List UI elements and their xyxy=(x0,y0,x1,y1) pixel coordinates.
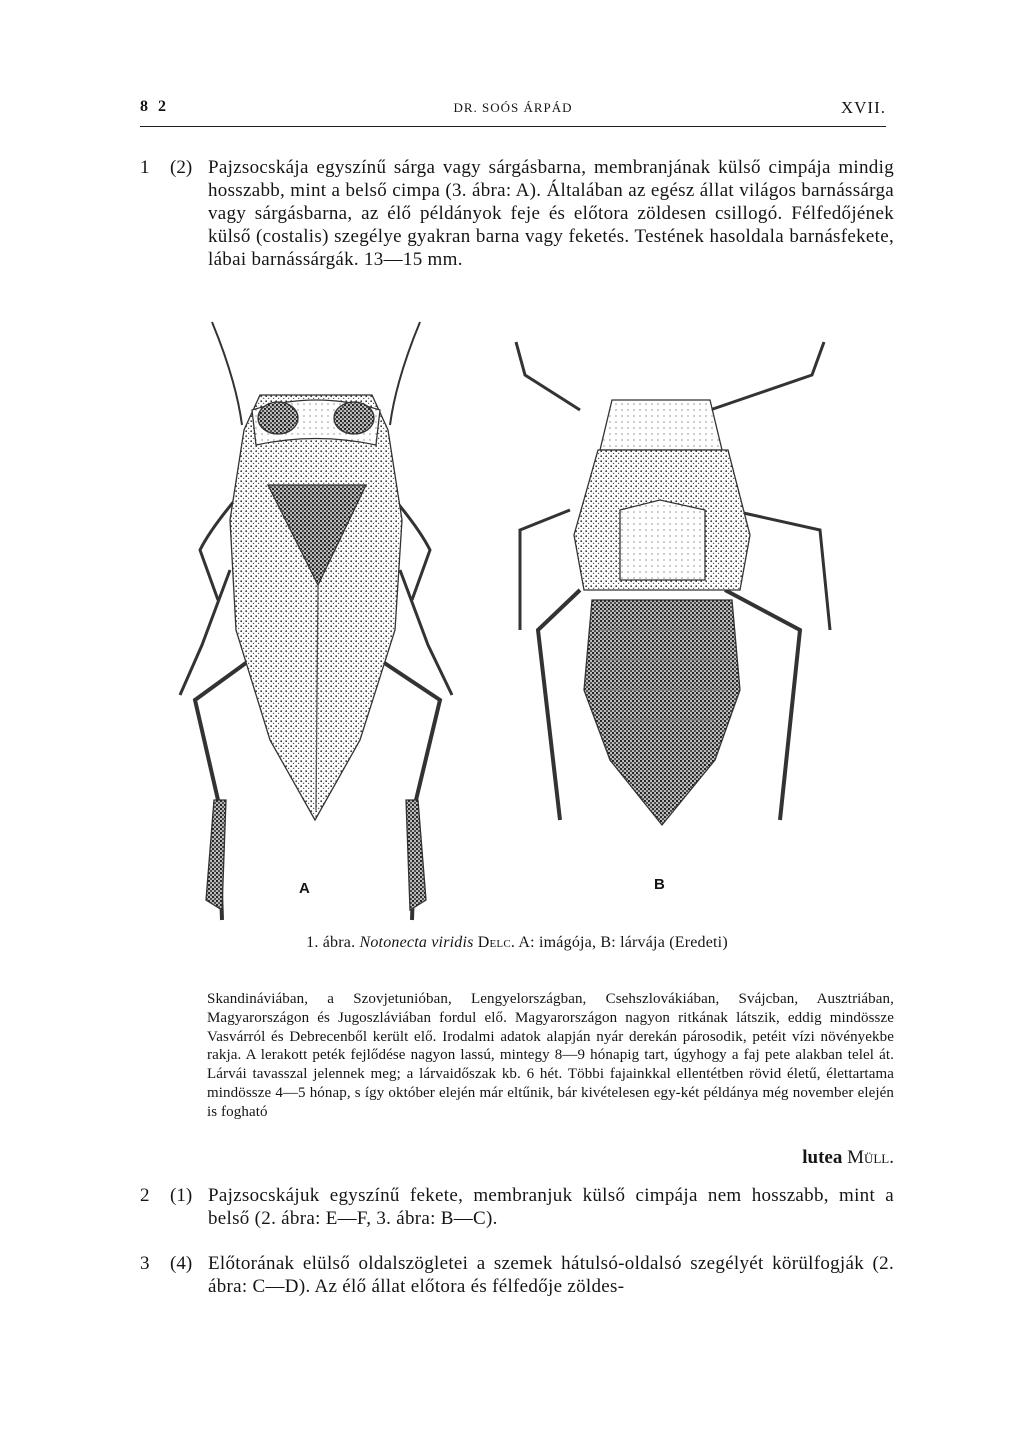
entry-number: 2 xyxy=(140,1185,150,1206)
entry-reference: (1) xyxy=(170,1185,193,1206)
figure-1 xyxy=(140,300,900,930)
part-number: XVII. xyxy=(840,98,886,117)
insect-illustration xyxy=(140,300,900,930)
entry-text: Előtorának elülső oldalszögletei a szemek hátulsó-oldalsó szegélyét körülfogják (2. ábra: C—D). Az élő állat előtora és félfedője zöldes- xyxy=(208,1253,894,1297)
key-entry-1 xyxy=(140,156,894,271)
entry-text: Pajzsocskája egyszínű sárga vagy sárgásbarna, membranjának külső cimpája mindig hosszabb, mint a belső cimpa (3. ábra: A). Általában az egész állat világos barnássárga vagy sárgásbarna, az élő példányok feje és előtora zöldesen csillogó. Félfedőjének külső (costalis) szegélye gyakran barna vagy feketés. Testének hasoldala barnásfekete, lábai barnássárgák. 13—15 mm. xyxy=(208,157,894,270)
running-header xyxy=(140,98,886,128)
caption-rest: A: imágója, B: lárvája (Eredeti) xyxy=(518,934,728,951)
species-epithet: lutea xyxy=(802,1147,843,1168)
running-author: DR. SOÓS ÁRPÁD xyxy=(453,100,573,115)
panel-label-b: B xyxy=(654,876,665,893)
entry-number: 1 xyxy=(140,157,150,178)
adult-insect-drawing xyxy=(180,322,452,920)
caption-author: Delc. xyxy=(477,934,516,951)
page-number: 8 2 xyxy=(140,98,169,115)
entry-number: 3 xyxy=(140,1253,150,1274)
entry-text: Pajzsocskájuk egyszínű fekete, membranjuk külső cimpája nem hosszabb, mint a belső (2. ábra: E—F, 3. ábra: B—C). xyxy=(208,1185,894,1229)
key-entry-2 xyxy=(140,1184,894,1230)
entry-reference: (2) xyxy=(170,157,193,178)
figure-caption xyxy=(140,934,894,952)
header-rule xyxy=(140,126,886,127)
larva-insect-drawing xyxy=(516,342,830,825)
distribution-paragraph: Skandináviában, a Szovjetunióban, Lengyelországban, Csehszlovákiában, Svájcban, Ausztriában, Magyarországon és Jugoszláviában fordul elő. Magyarországon nagyon ritkának látszik, eddig mindössze Vasvárról és Debrecenből került elő. Irodalmi adatok alapján nyár derekán párosodik, petéit vízi növényekbe rakja. A lerakott peték fejlődése nagyon lassú, mintegy 8—9 hónapig tart, úgyhogy a faj pete alakban telel át. Lárvái tavasszal jelennek meg; a lárvaidőszak kb. 6 hét. Többi fajainkkal ellentétben rövid életű, élettartama mindössze 4—5 hónap, s így október elején már eltűnik, bár kivételesen egy-két példánya még november elején is fogható xyxy=(207,991,894,1120)
species-name xyxy=(140,1147,894,1169)
caption-species: Notonecta viridis xyxy=(359,934,474,951)
key-entry-3 xyxy=(140,1252,894,1298)
species-author: Müll. xyxy=(847,1147,894,1168)
panel-label-a: A xyxy=(299,880,310,897)
caption-prefix: 1. ábra. xyxy=(306,934,356,951)
entry-reference: (4) xyxy=(170,1253,193,1274)
